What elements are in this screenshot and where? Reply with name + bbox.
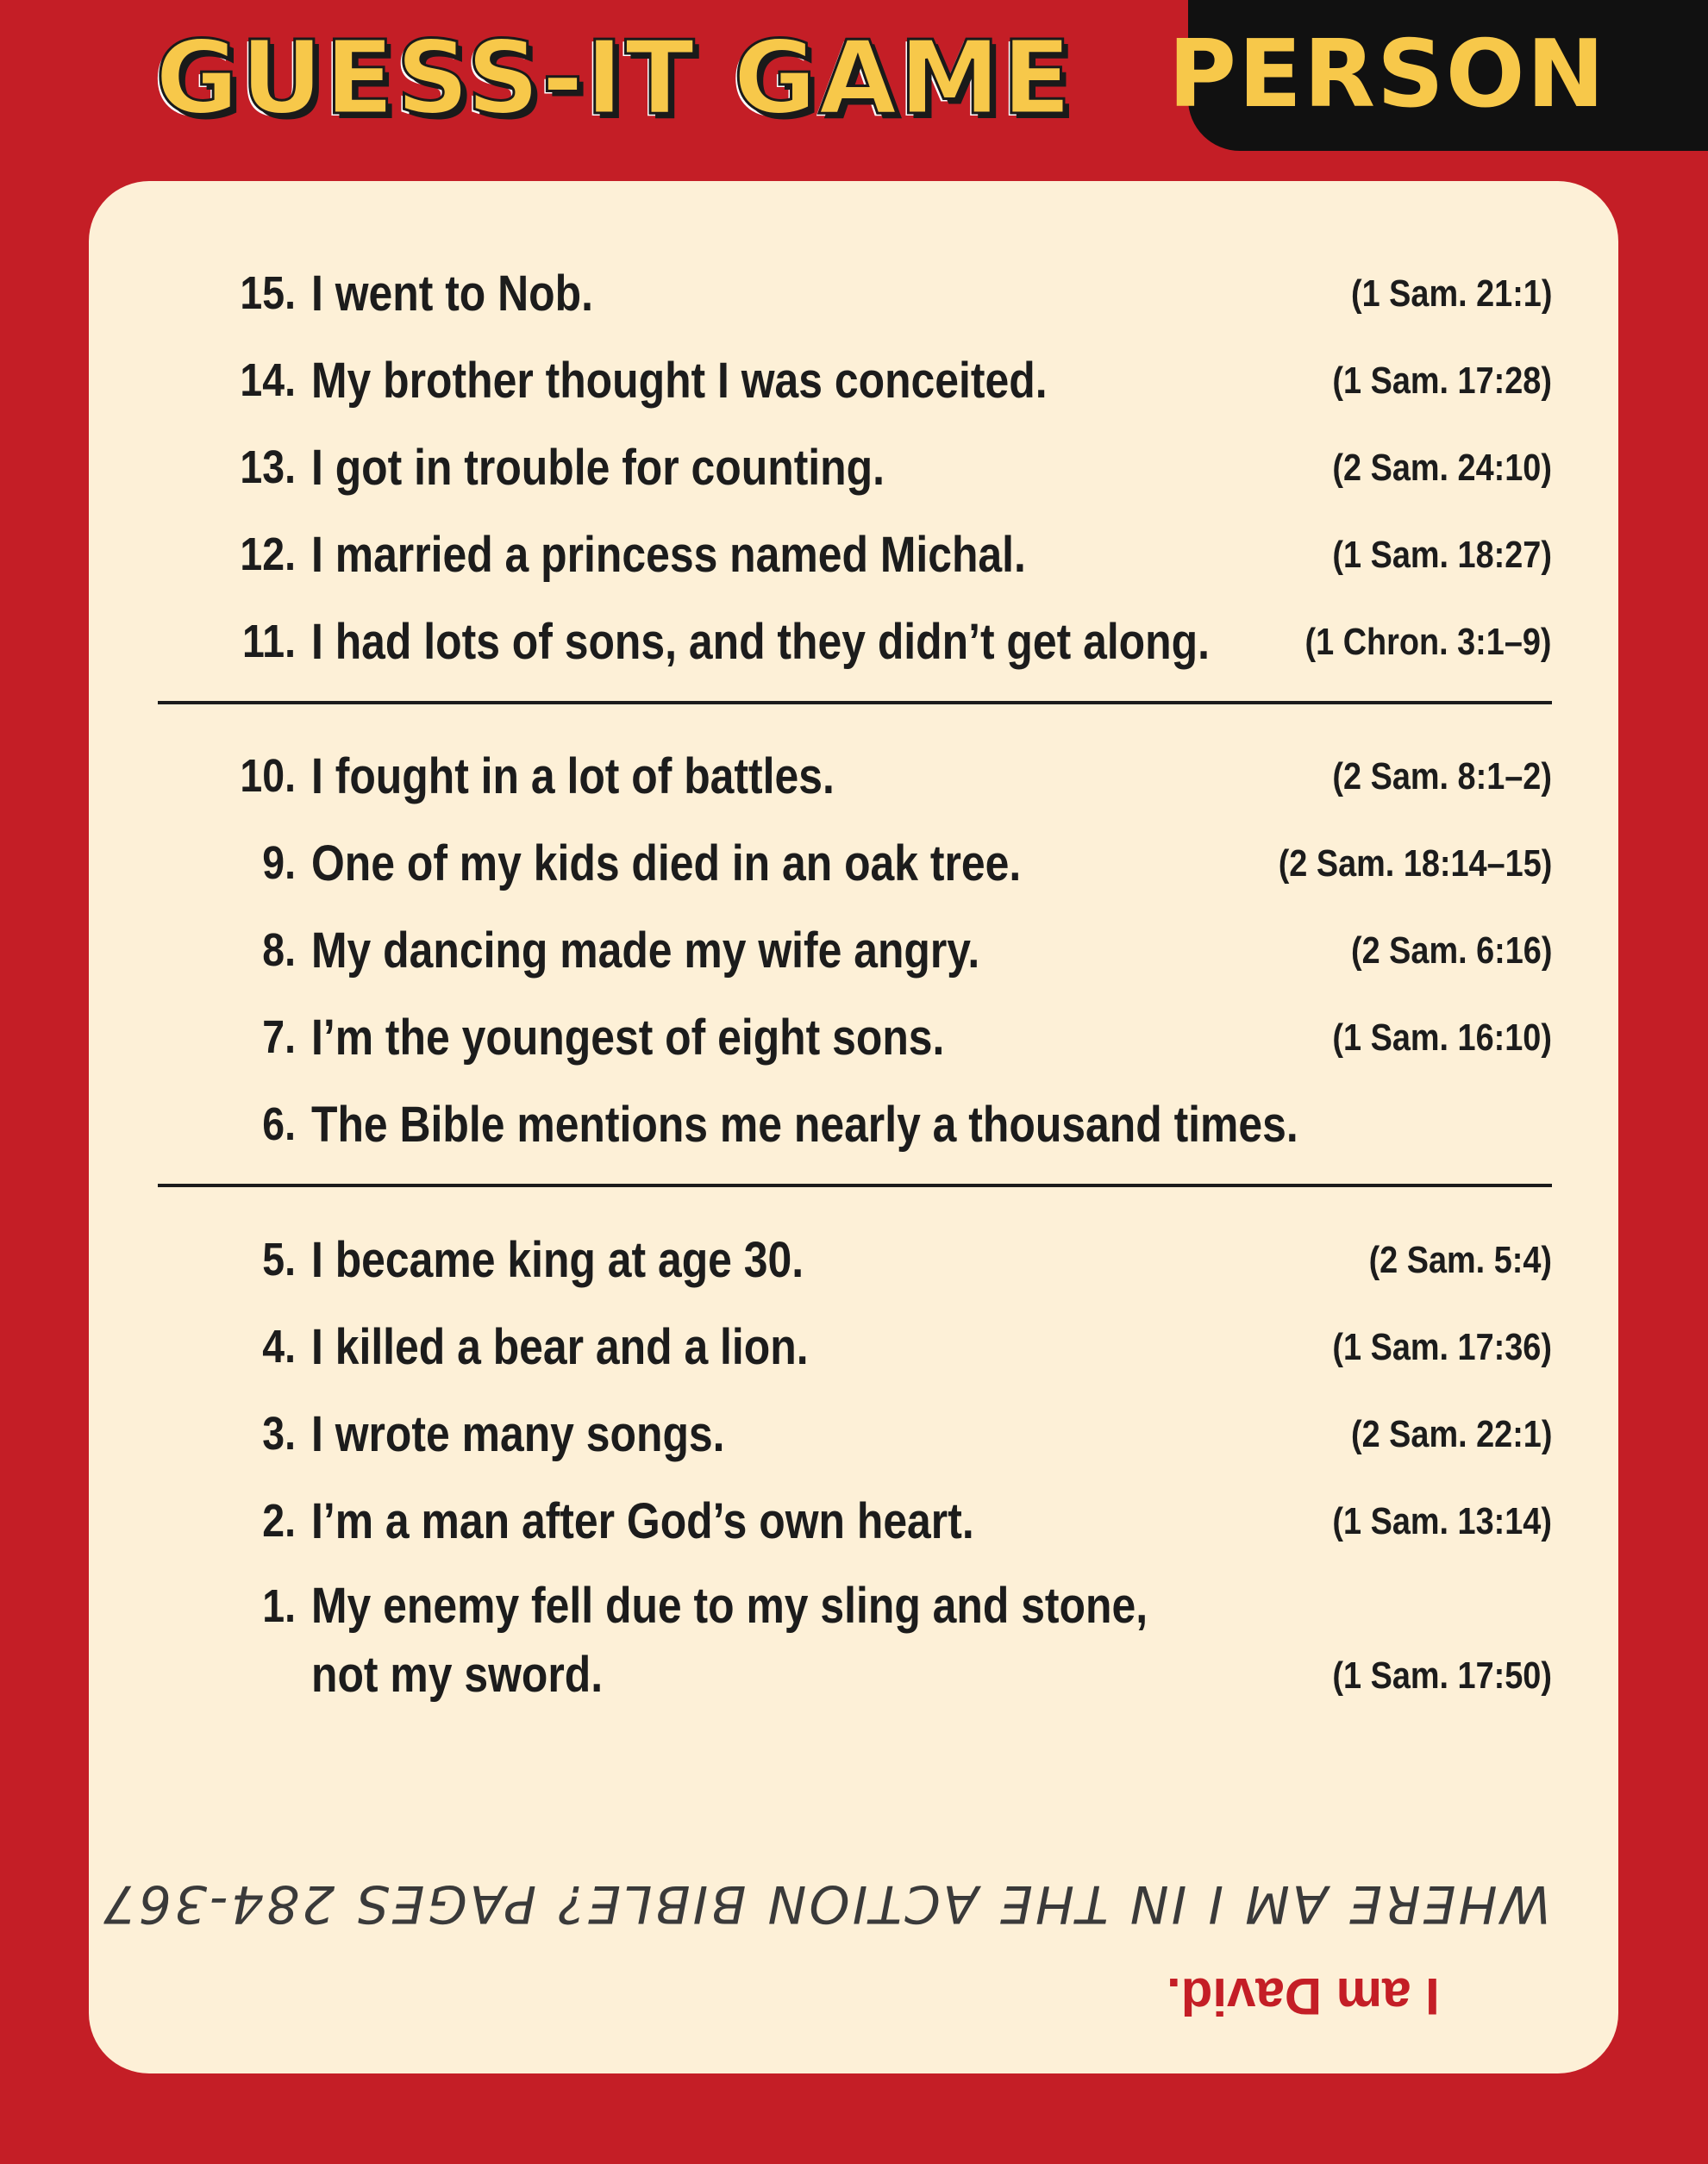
clue-reference: (1 Sam. 17:50) (1332, 1654, 1552, 1697)
clue-row-6 (158, 1081, 1552, 1168)
clue-text: I fought in a lot of battles. (311, 748, 835, 804)
clue-reference: (2 Sam. 18:14–15) (1278, 842, 1552, 885)
clue-row-15 (158, 250, 1552, 337)
clue-text: I became king at age 30. (311, 1232, 804, 1288)
clue-number: 2. (262, 1495, 296, 1547)
clue-number: 15. (240, 267, 296, 319)
clue-number: 12. (240, 528, 296, 580)
clue-reference: (1 Sam. 17:28) (1332, 360, 1552, 402)
clue-reference: (1 Chron. 3:1–9) (1305, 621, 1552, 663)
clue-text: I married a princess named Michal. (311, 527, 1026, 583)
answer-line: I am David. (1167, 1967, 1440, 2025)
clue-text: One of my kids died in an oak tree. (311, 835, 1022, 891)
clue-number: 13. (240, 441, 296, 493)
clue-row-11 (158, 598, 1552, 685)
clue-row-1 (158, 1563, 1552, 1718)
clue-text: I wrote many songs. (311, 1406, 725, 1462)
clue-number: 3. (262, 1408, 296, 1460)
section-divider (158, 1184, 1552, 1187)
clue-row-8 (158, 907, 1552, 994)
clue-text: I killed a bear and a lion. (311, 1319, 809, 1375)
clue-row-9 (158, 820, 1552, 907)
clue-row-12 (158, 511, 1552, 598)
clue-text: I had lots of sons, and they didn’t get along. (311, 614, 1210, 670)
clue-number: 6. (262, 1098, 296, 1150)
clue-number: 10. (240, 750, 296, 802)
section-divider (158, 701, 1552, 704)
clue-row-14 (158, 337, 1552, 424)
clue-text: I got in trouble for counting. (311, 440, 885, 496)
clue-number: 5. (262, 1234, 296, 1285)
clue-row-10 (158, 733, 1552, 820)
clue-reference: (2 Sam. 22:1) (1350, 1413, 1552, 1455)
game-title: GUESS-IT GAME (155, 18, 1073, 137)
clue-text-continued: not my sword. (311, 1647, 604, 1703)
category-tab (1167, 0, 1708, 151)
clue-reference: (2 Sam. 5:4) (1368, 1239, 1552, 1281)
clue-row-2 (158, 1478, 1552, 1565)
category-label: PERSON (1167, 21, 1606, 128)
clue-text: I’m a man after God’s own heart. (311, 1493, 974, 1549)
clue-reference: (1 Sam. 21:1) (1350, 272, 1552, 315)
clue-number: 8. (262, 924, 296, 976)
clue-text: The Bible mentions me nearly a thousand times. (311, 1097, 1298, 1153)
clue-row-5 (158, 1216, 1552, 1304)
clue-text: My enemy fell due to my sling and stone, (311, 1578, 1148, 1634)
clue-row-3 (158, 1391, 1552, 1478)
clue-reference: (2 Sam. 24:10) (1332, 447, 1552, 489)
clue-row-7 (158, 994, 1552, 1081)
clue-reference: (1 Sam. 18:27) (1332, 534, 1552, 576)
clue-number: 14. (240, 354, 296, 406)
clue-card (89, 181, 1618, 2073)
clue-text: My brother thought I was conceited. (311, 353, 1048, 409)
clue-number: 7. (262, 1011, 296, 1063)
clue-reference: (1 Sam. 17:36) (1332, 1326, 1552, 1368)
clue-number: 11. (241, 616, 296, 667)
clue-reference: (2 Sam. 6:16) (1350, 929, 1552, 972)
clue-text: I went to Nob. (311, 266, 593, 322)
clue-row-13 (158, 424, 1552, 511)
clue-number: 4. (262, 1321, 296, 1373)
clue-number: 1. (262, 1580, 296, 1632)
where-am-i-line: WHERE AM I IN THE ACTION BIBLE? PAGES 284-367 (100, 1873, 1551, 1934)
clue-reference: (1 Sam. 16:10) (1332, 1016, 1552, 1059)
clue-text: My dancing made my wife angry. (311, 923, 980, 979)
clue-number: 9. (262, 837, 296, 889)
clue-text: I’m the youngest of eight sons. (311, 1010, 945, 1066)
clue-reference: (2 Sam. 8:1–2) (1332, 755, 1552, 797)
clue-reference: (1 Sam. 13:14) (1332, 1500, 1552, 1542)
clue-row-4 (158, 1304, 1552, 1391)
